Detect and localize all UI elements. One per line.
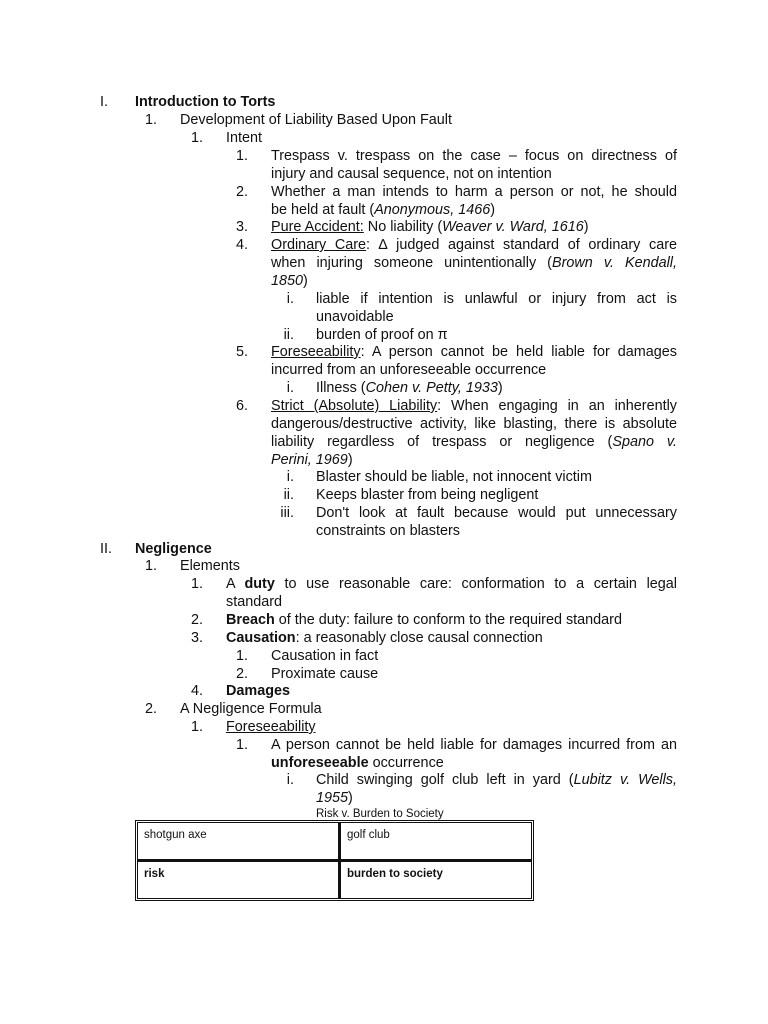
list-marker: 2. <box>190 612 203 628</box>
list-marker: 1. <box>144 112 157 128</box>
list-item-text: Don't look at fault because would put unnecessary <box>316 505 677 521</box>
table-cell: golf club <box>340 823 531 861</box>
list-item-text: liable if intention is unlawful or injury from act is <box>316 291 677 307</box>
list-marker: ii. <box>283 487 294 503</box>
list-marker: 2. <box>235 184 248 200</box>
list-item-text: Breach of the duty: failure to conform to the required standard <box>226 612 622 628</box>
list-marker: 1. <box>144 558 157 574</box>
case-citation: Cohen v. Petty, 1933 <box>365 380 498 396</box>
list-marker: i. <box>286 380 294 396</box>
list-item-text: Trespass v. trespass on the case – focus on directness of <box>271 148 677 164</box>
list-marker: ii. <box>283 327 294 343</box>
list-marker: 3. <box>235 219 248 235</box>
term: Pure Accident: <box>271 219 364 235</box>
list-item-text: Pure Accident: No liability (Weaver v. Ward, 1616) <box>271 219 589 235</box>
term: Causation <box>226 630 296 646</box>
case-citation: Perini, 1969 <box>271 452 348 468</box>
case-citation: 1955 <box>316 790 349 806</box>
table-cell: risk <box>138 861 340 898</box>
list-item-text: injury and causal sequence, not on intention <box>271 166 552 182</box>
list-marker: 1. <box>235 648 248 664</box>
list-item-text: unforeseeable occurrence <box>271 755 444 771</box>
list-marker: i. <box>286 469 294 485</box>
list-item-text: Whether a man intends to harm a person or not, he should <box>271 184 677 200</box>
topic-title: Intent <box>226 130 263 146</box>
list-item-text: unavoidable <box>316 309 394 325</box>
case-citation: Brown v. Kendall, <box>551 255 677 271</box>
list-item-text: 1955) <box>316 790 353 806</box>
list-item-text: 1850) <box>271 273 308 289</box>
table-row <box>138 823 531 861</box>
list-marker: 4. <box>190 683 203 699</box>
list-marker: i. <box>286 772 294 788</box>
term: duty <box>244 576 275 592</box>
list-item-text: be held at fault (Anonymous, 1466) <box>271 202 496 218</box>
table-caption: Risk v. Burden to Society <box>316 808 444 820</box>
section-marker: I. <box>100 94 108 110</box>
list-item-text: Proximate cause <box>271 666 379 682</box>
section-title: Introduction to Torts <box>135 94 276 110</box>
list-item-text: Foreseeability: A person cannot be held liable for damages <box>271 344 677 360</box>
table-cell: burden to society <box>340 861 531 898</box>
case-citation: 1850 <box>271 273 304 289</box>
subsection-title: Elements <box>180 558 240 574</box>
list-item-text: Perini, 1969) <box>271 452 353 468</box>
list-item-text: standard <box>226 594 283 610</box>
list-item-text: dangerous/destructive activity, like blasting, there is absolute <box>271 416 677 432</box>
list-marker: 2. <box>235 666 248 682</box>
table-row <box>138 861 531 898</box>
term: Breach <box>226 612 275 628</box>
list-marker: 1. <box>235 148 248 164</box>
subsection-title: Development of Liability Based Upon Fault <box>180 112 452 128</box>
term: Damages <box>226 683 290 699</box>
case-citation: Lubitz v. Wells, <box>573 772 677 788</box>
list-item-text: incurred from an unforeseeable occurrence <box>271 362 547 378</box>
section-title: Negligence <box>135 541 212 557</box>
case-citation: Spano v. <box>612 434 677 450</box>
list-marker: 2. <box>144 701 157 717</box>
term: Foreseeability <box>226 719 316 735</box>
list-marker: 1. <box>190 719 203 735</box>
list-item-text: Child swinging golf club left in yard (Lubitz v. Wells, <box>316 772 677 788</box>
list-item-text: liability regardless of trespass or negligence (Spano v. <box>271 434 677 450</box>
list-item-text: Causation in fact <box>271 648 379 664</box>
term: Strict (Absolute) Liability <box>271 398 438 414</box>
list-item-text: burden of proof on π <box>316 327 448 343</box>
term: Foreseeability <box>271 344 361 360</box>
list-marker: 4. <box>235 237 248 253</box>
list-item-text: Causation: a reasonably close causal connection <box>226 630 543 646</box>
list-marker: 6. <box>235 398 248 414</box>
case-citation: Weaver v. Ward, 1616 <box>442 219 584 235</box>
table-cell: shotgun axe <box>138 823 340 861</box>
list-marker: 5. <box>235 344 248 360</box>
term: Ordinary Care <box>271 237 367 253</box>
list-marker: iii. <box>280 505 294 521</box>
list-item-text: A person cannot be held liable for damages incurred from an <box>271 737 677 753</box>
list-item-text: constraints on blasters <box>316 523 460 539</box>
case-citation: Anonymous, 1466 <box>374 202 491 218</box>
list-item-text: Strict (Absolute) Liability: When engaging in an inherently <box>271 398 677 414</box>
list-item-text: when injuring someone unintentionally (Brown v. Kendall, <box>271 255 677 271</box>
term: unforeseeable <box>271 755 369 771</box>
risk-burden-table <box>135 820 534 901</box>
list-item-text: Illness (Cohen v. Petty, 1933) <box>316 380 503 396</box>
section-marker: II. <box>100 541 112 557</box>
list-item-text: Blaster should be liable, not innocent victim <box>316 469 592 485</box>
list-item-text: A duty to use reasonable care: conformation to a certain legal <box>226 576 677 592</box>
list-marker: i. <box>286 291 294 307</box>
list-marker: 1. <box>190 576 203 592</box>
list-item-text: Keeps blaster from being negligent <box>316 487 539 503</box>
list-marker: 3. <box>190 630 203 646</box>
list-marker: 1. <box>190 130 203 146</box>
list-marker: 1. <box>235 737 248 753</box>
subsection-title: A Negligence Formula <box>180 701 322 717</box>
list-item-text: Ordinary Care: ∆ judged against standard of ordinary care <box>271 237 677 253</box>
